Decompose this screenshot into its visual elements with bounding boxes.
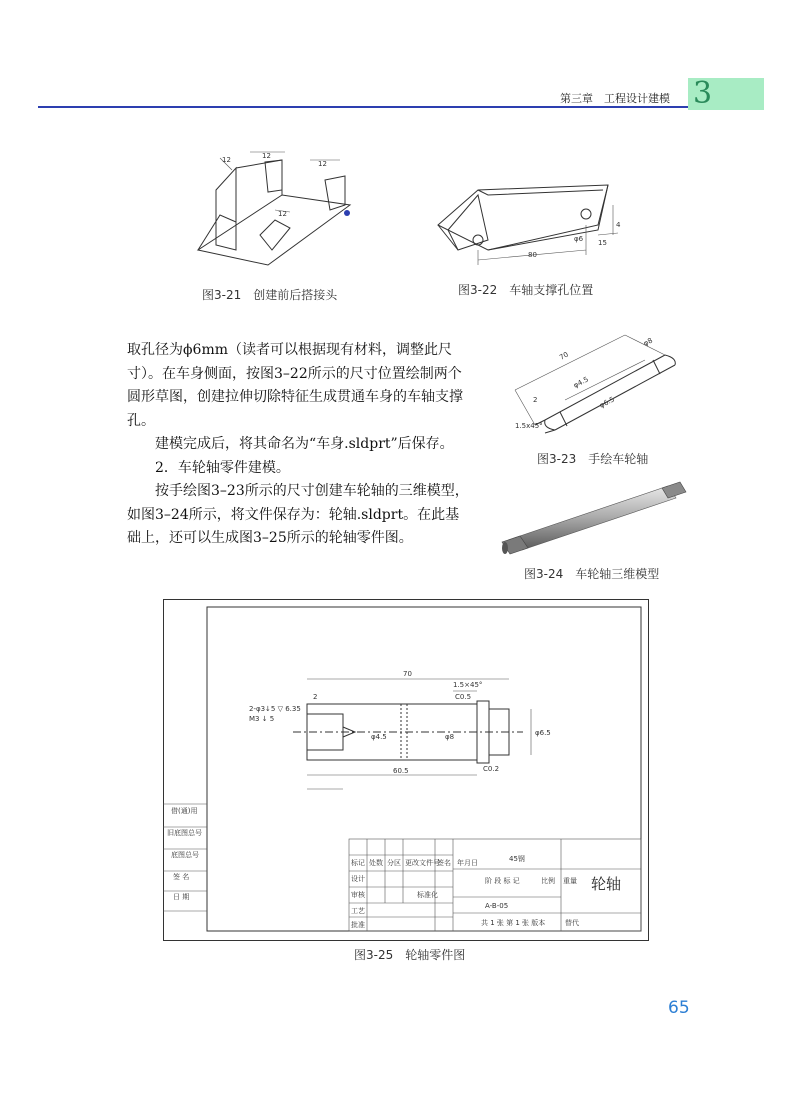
tb-part-name: 轮轴 (591, 875, 622, 893)
fig22-dim-hole: φ6 (574, 235, 584, 243)
fig25-dim-thread: M3 ↓ 5 (249, 715, 275, 723)
tb-company: 替代 (565, 919, 579, 927)
tb-approve: 批准 (351, 921, 365, 929)
fig23-dim-2: 2 (533, 396, 538, 404)
fig21-dim-a: 12 (222, 156, 231, 164)
fig21-dim-c: 12 (318, 160, 327, 168)
fig25-dim-2: 2 (313, 693, 318, 701)
paragraph-1: 取孔径为ϕ6mm（读者可以根据现有材料，调整此尺寸）。在车身侧面，按图3–22所示的尺寸位置绘制两个圆形草图，创建拉伸切除特征生成贯通车身的车轴支撑孔。 (127, 342, 463, 429)
header-rule (38, 106, 688, 108)
fig25-dim-shaft: 60.5 (393, 767, 409, 775)
fig25-dim-chamfer: 1.5×45° (453, 681, 483, 689)
fig25-dim-c05: C0.5 (455, 693, 472, 701)
tb-process: 工艺 (351, 907, 365, 915)
left-block-2: 旧底图总号 (167, 829, 202, 837)
tb-stage: 阶 段 标 记 (485, 877, 520, 885)
figure-3-25-drawing (163, 599, 649, 941)
tb-designer: 设计 (351, 875, 365, 883)
figure-3-22-drawing (428, 165, 628, 275)
fig21-dim-b: 12 (262, 152, 271, 160)
fig25-dim-c02: C0.2 (483, 765, 500, 773)
tb-zone: 分区 (387, 859, 401, 867)
chapter-title: 第三章 工程设计建模 (560, 92, 670, 105)
figure-3-22-caption: 图3-22 车轴支撑孔位置 (458, 283, 594, 297)
tb-mark: 标记 (351, 859, 365, 867)
chapter-number: 3 (693, 76, 713, 111)
paragraph-3: 2．车轮轴零件建模。 (155, 459, 290, 476)
tb-standard: 标准化 (417, 891, 438, 899)
fig23-dim-d65: φ6.5 (598, 395, 616, 410)
fig21-dim-d: 12 (278, 210, 287, 218)
figure-3-21-drawing (190, 150, 360, 275)
tb-drawing-no: A-B-05 (485, 902, 509, 910)
tb-qty: 处数 (369, 859, 383, 867)
left-block-3: 底图总号 (171, 851, 199, 859)
figure-3-24-caption: 图3-24 车轮轴三维模型 (524, 567, 660, 581)
left-block-5: 日 期 (173, 893, 190, 901)
tb-checker: 审核 (351, 891, 365, 899)
fig22-dim-height: 15 (598, 239, 607, 247)
tb-weight: 重量 (563, 877, 577, 885)
figure-3-21-caption: 图3-21 创建前后搭接头 (202, 288, 338, 302)
paragraph-2: 建模完成后，将其命名为“车身.sldprt”后保存。 (155, 436, 454, 452)
tb-change: 更改文件号 (405, 859, 440, 867)
fig22-dim-length: 80 (528, 251, 537, 259)
figure-3-23-drawing (505, 330, 695, 440)
tb-sign: 签名 (437, 859, 451, 867)
left-block-1: 借(通)用 (171, 807, 198, 815)
fig22-dim-offset: 4 (616, 221, 621, 229)
fig25-dim-d45: φ4.5 (371, 733, 387, 741)
fig23-dim-d45: φ4.5 (572, 375, 590, 390)
figure-3-25-caption: 图3-25 轮轴零件图 (354, 948, 466, 962)
page-number: 65 (668, 998, 690, 1018)
fig25-dim-holes: 2-φ3↓5 ▽ 6.35 (249, 705, 301, 713)
tb-sheet: 共 1 张 第 1 张 版本 (481, 919, 546, 927)
fig25-dim-length: 70 (403, 670, 412, 678)
body-text (127, 339, 472, 551)
fig23-dim-length: 70 (558, 350, 570, 362)
fig25-dim-d65: φ6.5 (535, 729, 551, 737)
left-block-4: 签 名 (173, 873, 190, 881)
tb-material: 45钢 (509, 855, 525, 863)
tb-scale: 比例 (541, 877, 555, 885)
fig23-dim-chamfer: 1.5x45° (515, 422, 543, 430)
fig25-dim-d8: φ8 (445, 733, 455, 741)
fig23-dim-d8: φ8 (642, 336, 654, 348)
figure-3-23-caption: 图3-23 手绘车轮轴 (537, 452, 649, 466)
figure-3-24-drawing (496, 476, 686, 561)
paragraph-4: 按手绘图3–23所示的尺寸创建车轮轴的三维模型，如图3–24所示，将文件保存为：轮轴.sldprt。在此基础上，还可以生成图3–25所示的轮轴零件图。 (127, 483, 469, 546)
tb-date: 年月日 (457, 859, 478, 867)
